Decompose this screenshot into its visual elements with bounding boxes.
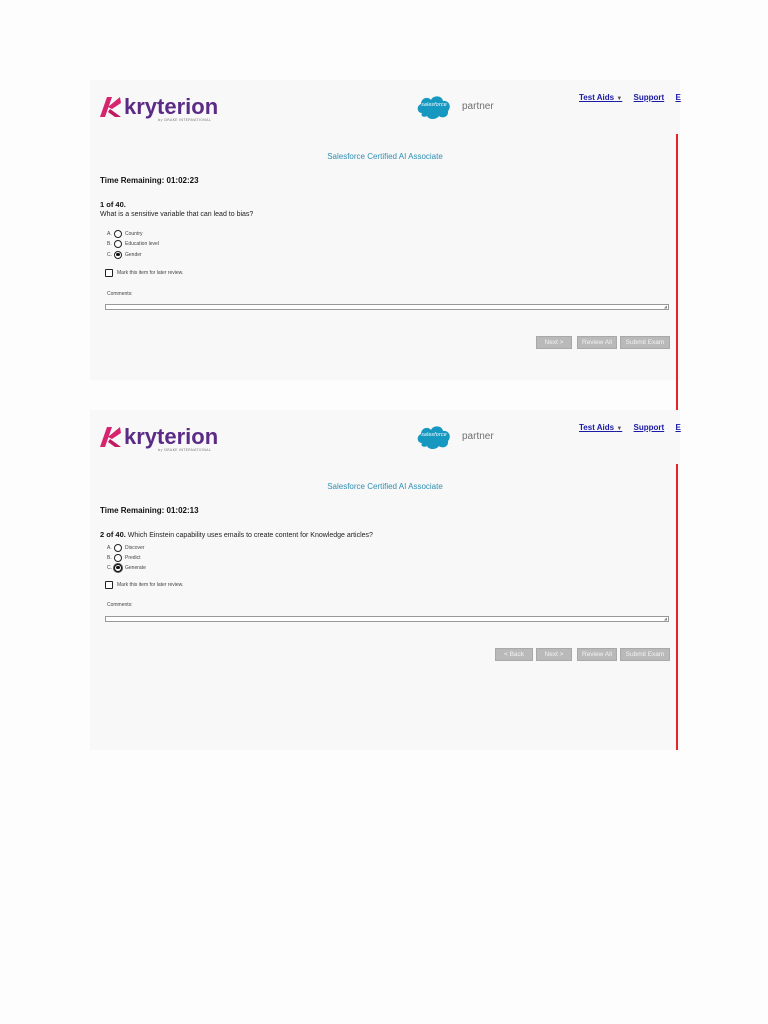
exam-screen-2 [90,410,680,750]
partner-label: partner [462,431,494,442]
option-a-label: Discover [125,544,145,551]
question-text: Which Einstein capability uses emails to create content for Knowledge articles? [127,532,373,539]
brand-tagline: by DRAKE INTERNATIONAL [158,448,212,452]
kryterion-logo-icon [100,96,122,118]
kryterion-logo [100,424,230,454]
caret-down-icon: ▼ [616,96,623,102]
time-remaining: Time Remaining: 01:02:23 [100,176,199,185]
caret-down-icon: ▼ [616,426,623,432]
radio-icon[interactable] [114,544,122,552]
radio-icon[interactable] [114,564,122,572]
radio-icon[interactable] [114,230,122,238]
exit-link[interactable]: E [675,423,681,432]
option-c-label: Gender [125,251,142,258]
brand-tagline: by DRAKE INTERNATIONAL [158,118,212,122]
checkbox-icon[interactable] [105,269,113,277]
option-c[interactable]: C. Generate [107,564,146,571]
comments-label: Comments: [107,602,133,608]
submit-exam-button[interactable]: Submit Exam [620,336,670,349]
kryterion-logo [100,94,230,124]
resize-handle-icon[interactable]: ◢ [663,616,667,621]
support-link[interactable]: Support [633,93,665,102]
salesforce-cloud-icon [416,93,452,121]
back-button[interactable]: < Back [495,648,533,661]
option-a[interactable]: A. Discover [107,544,145,551]
review-all-button[interactable]: Review All [577,648,617,661]
time-remaining: Time Remaining: 01:02:13 [100,506,199,515]
option-b-label: Predict [125,554,141,561]
comments-input[interactable] [105,304,669,310]
option-b[interactable]: B. Predict [107,554,141,561]
radio-icon[interactable] [114,554,122,562]
salesforce-cloud-icon [416,423,452,451]
next-button[interactable]: Next > [536,336,572,349]
test-aids-link[interactable]: Test Aids ▼ [579,93,623,102]
resize-handle-icon[interactable]: ◢ [663,304,667,309]
question-text: What is a sensitive variable that can lead to bias? [100,211,254,218]
submit-exam-button[interactable]: Submit Exam [620,648,670,661]
option-c-label: Generate [125,564,146,571]
kryterion-logo-icon [100,426,122,448]
exam-title: Salesforce Certified AI Associate [327,152,443,161]
question-number: 1 of 40. [100,200,126,209]
support-link[interactable]: Support [633,423,665,432]
checkbox-icon[interactable] [105,581,113,589]
option-c[interactable]: C. Gender [107,251,142,258]
option-b-label: Education level [125,240,159,247]
red-divider [676,134,678,420]
radio-icon[interactable] [114,251,122,259]
comments-input[interactable] [105,616,669,622]
mark-for-review[interactable] [105,581,183,589]
question-number: 2 of 40. [100,530,126,539]
mark-for-review-label: Mark this item for later review. [117,270,184,276]
salesforce-logo-text: salesforce [421,432,447,438]
brand-name: kryterion [124,424,219,449]
partner-label: partner [462,101,494,112]
brand-name: kryterion [124,94,219,119]
option-a-label: Country [125,230,143,237]
top-nav [579,93,681,102]
exit-link[interactable]: E [675,93,681,102]
salesforce-logo-text: salesforce [421,102,447,108]
mark-for-review[interactable] [105,269,183,277]
test-aids-link[interactable]: Test Aids ▼ [579,423,623,432]
option-a[interactable]: A. Country [107,230,143,237]
red-divider [676,464,678,750]
exam-screen-1 [90,80,680,380]
radio-icon[interactable] [114,240,122,248]
option-b[interactable]: B. Education level [107,240,159,247]
exam-title: Salesforce Certified AI Associate [327,482,443,491]
mark-for-review-label: Mark this item for later review. [117,582,184,588]
comments-label: Comments: [107,291,133,297]
top-nav [579,423,681,432]
next-button[interactable]: Next > [536,648,572,661]
question-line [100,530,373,539]
review-all-button[interactable]: Review All [577,336,617,349]
